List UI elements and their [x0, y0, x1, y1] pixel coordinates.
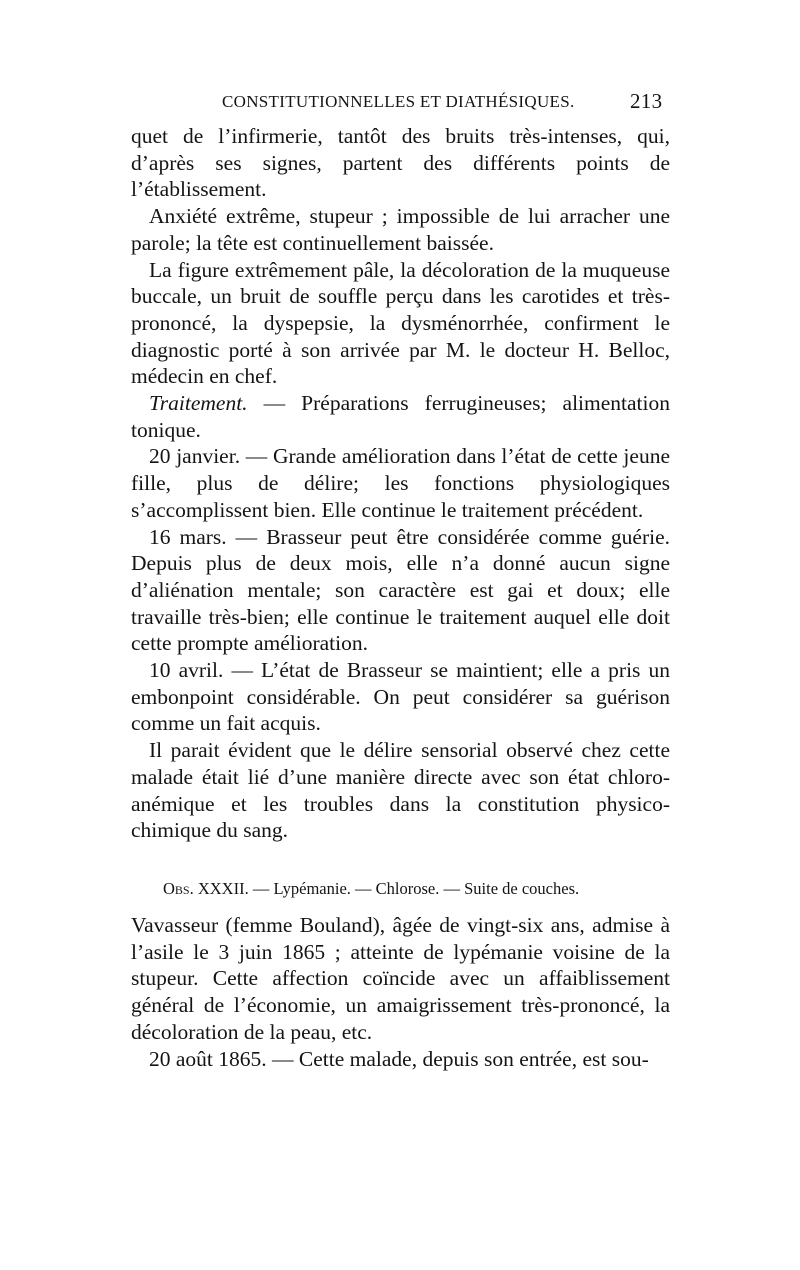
paragraph: 20 janvier. — Grande amélioration dans l’état de cette jeune fille, plus de délire; les fonctions physiologiques s’accomplissent bien. Elle continue le traitement précédent.: [131, 444, 670, 522]
treatment-label: Traitement.: [149, 391, 248, 416]
running-title: CONSTITUTIONNELLES ET DIATHÉSIQUES.: [222, 92, 575, 111]
body-text: [131, 123, 670, 844]
paragraph: 20 août 1865. — Cette malade, depuis son entrée, est sou-: [149, 1046, 649, 1071]
observation-heading: [163, 879, 579, 899]
paragraph: 16 mars. — Brasseur peut être considérée comme guérie. Depuis plus de deux mois, elle n’a donné aucun signe d’aliénation mentale; son caractère est gai et doux; elle travaille très-bien; elle continue le traitement auquel elle doit cette prompte amélioration.: [131, 524, 670, 656]
paragraph-treatment: [131, 390, 670, 443]
paragraph: 10 avril. — L’état de Brasseur se maintient; elle a pris un embonpoint considérable. On peut considérer sa guérison comme un fait acquis.: [131, 658, 670, 736]
paragraph: Anxiété extrême, stupeur ; impossible de lui arracher une parole; la tête est continuellement baissée.: [131, 204, 670, 255]
paragraph: La figure extrêmement pâle, la décoloration de la muqueuse buccale, un bruit de souffle perçu dans les carotides et très-prononcé, la dyspepsie, la dysménorrhée, confirment le diagnostic porté à son arrivée par M. le docteur H. Belloc, médecin en chef.: [131, 257, 670, 389]
paragraph: quet de l’infirmerie, tantôt des bruits très-intenses, qui, d’après ses signes, partent des différents points de l’établissement.: [131, 124, 670, 202]
body-text-continued: [131, 912, 670, 1072]
paragraph: Il parait évident que le délire sensorial observé chez cette malade était lié d’une manière directe avec son état chloro-anémique et les troubles dans la constitution physico-chimique du sang.: [131, 738, 670, 843]
observation-label: Obs. XXXII.: [163, 879, 249, 898]
treatment-text: — Préparations ferrugineuses; alimentation tonique.: [131, 391, 670, 442]
page-number: 213: [630, 89, 663, 113]
paragraph: Vavasseur (femme Bouland), âgée de vingt-six ans, admise à l’asile le 3 juin 1865 ; atteinte de lypémanie voisine de la stupeur. Cette affection coïncide avec un affaiblissement général de l’économie, un amaigrissement très-prononcé, la décoloration de la peau, etc.: [131, 913, 670, 1044]
observation-text: — Lypémanie. — Chlorose. — Suite de couches.: [248, 879, 580, 898]
